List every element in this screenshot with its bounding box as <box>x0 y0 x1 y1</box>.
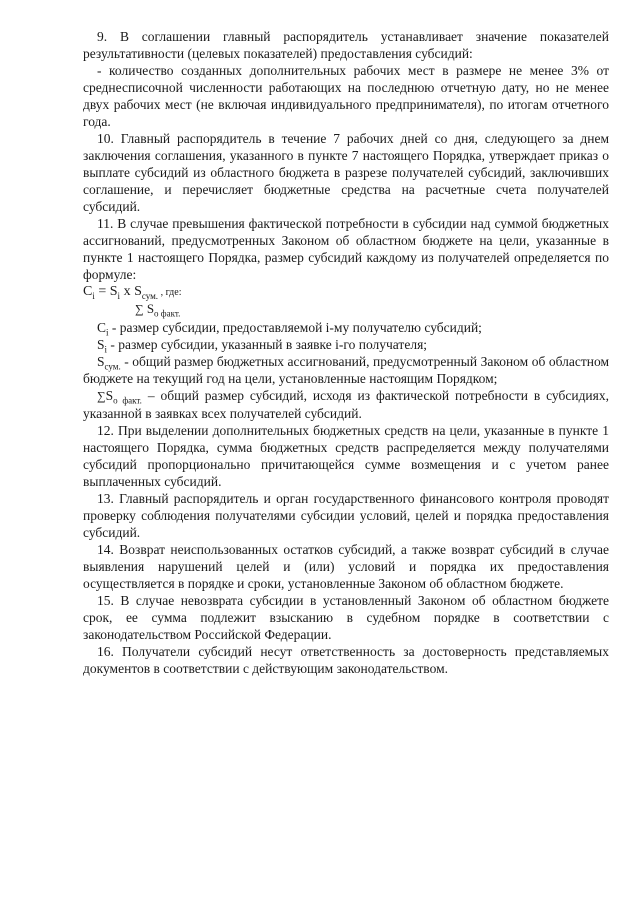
document-page <box>83 28 609 677</box>
paragraph-9: 9. В соглашении главный распорядитель устанавливает значение показателей результативности (целевых показателей) предоставления субсидий: <box>83 29 609 61</box>
def-ssum-symbol: S <box>97 354 105 369</box>
def-ci-symbol: C <box>97 320 107 335</box>
paragraph-16: 16. Получатели субсидий несут ответственность за достоверность представляемых документов в соответствии с действующим законодательством. <box>83 644 609 676</box>
def-si-symbol: S <box>97 337 105 352</box>
paragraph-14: 14. Возврат неиспользованных остатков субсидий, а также возврат субсидий в случае выявления нарушений целей и (или) условий и порядка их предоставления осуществляется в порядке и сроки, установленные Законом об областном бюджете. <box>83 542 609 591</box>
formula-so-index: o <box>154 308 159 319</box>
sigma-symbol: ∑ <box>135 302 144 316</box>
definition-ssum <box>83 353 609 387</box>
formula-denominator <box>135 300 180 318</box>
def-sigma-symbol: ∑ <box>97 389 106 403</box>
definition-so <box>83 387 609 422</box>
paragraph-13: 13. Главный распорядитель и орган государственного финансового контроля проводят проверку соблюдения получателями субсидии условий, целей и порядка предоставления субсидий. <box>83 491 609 540</box>
formula-times: x S <box>120 284 142 299</box>
def-ci-index: i <box>106 327 109 338</box>
formula-numerator <box>83 283 181 301</box>
definition-ci <box>83 319 609 336</box>
def-so-index: o <box>113 395 118 406</box>
def-ssum-text: - общий размер бюджетных ассигнований, предусмотренный Законом об областном бюджете на текущий год на цели, установленные настоящим Порядком; <box>83 354 609 386</box>
def-si-index: i <box>104 344 108 355</box>
def-si-text: - размер субсидии, указанный в заявке i-го получателя; <box>107 337 428 352</box>
def-fact-index: факт. <box>122 395 142 406</box>
paragraph-11: 11. В случае превышения фактической потребности в субсидии над суммой бюджетных ассигнований, предусмотренных Законом об областном бюджете на цели, указанные в пункте 1 настоящего Порядка, размер субсидий каждому из получателей определяется по формуле: <box>83 216 609 282</box>
subsidy-formula <box>83 283 609 319</box>
formula-ssum-index: сум. <box>141 290 159 301</box>
paragraph-9-item: - количество созданных дополнительных рабочих мест в размере не менее 3% от среднесписочной численности работающих на последнюю отчетную дату, но не менее двух рабочих мест (не включая индивидуального предпринимателя), по итогам отчетного года. <box>83 63 609 129</box>
def-so-symbol: S <box>105 388 114 403</box>
formula-fact-index: факт. <box>160 308 181 319</box>
paragraph-12: 12. При выделении дополнительных бюджетных средств на цели, указанные в пункте 1 настоящего Порядка, сумма бюджетных средств распределяется между получателями субсидий пропорционально причитающейся сумме возмещения и с учетом ранее выплаченных субсидий. <box>83 423 609 489</box>
def-so-text: – общий размер субсидий, исходя из фактической потребности в субсидиях, указанной в заявках всех получателей субсидий. <box>83 388 609 421</box>
formula-si-index: i <box>117 290 121 301</box>
formula-eq: = S <box>94 284 118 299</box>
formula-where: , где: <box>158 287 182 298</box>
definition-si <box>83 336 609 353</box>
paragraph-10: 10. Главный распорядитель в течение 7 рабочих дней со дня, следующего за днем заключения соглашения, указанного в пункте 7 настоящего Порядка, утверждает приказ о выплате субсидий из областного бюджета в разрезе получателей субсидий, заключивших соглашение, и перечисляет бюджетные средства на расчетные счета получателей субсидий. <box>83 131 609 214</box>
def-ssum-index: сум. <box>104 361 121 372</box>
paragraph-15: 15. В случае невозврата субсидии в установленный Законом об областном бюджете срок, ее сумма подлежит взысканию в судебном порядке в соответствии с законодательством Российской Федерации. <box>83 593 609 642</box>
formula-ci: C <box>83 284 93 299</box>
def-ci-text: - размер субсидии, предоставляемой i-му получателю субсидий; <box>108 320 482 335</box>
formula-ci-index: i <box>92 290 95 301</box>
formula-so: S <box>146 301 155 316</box>
